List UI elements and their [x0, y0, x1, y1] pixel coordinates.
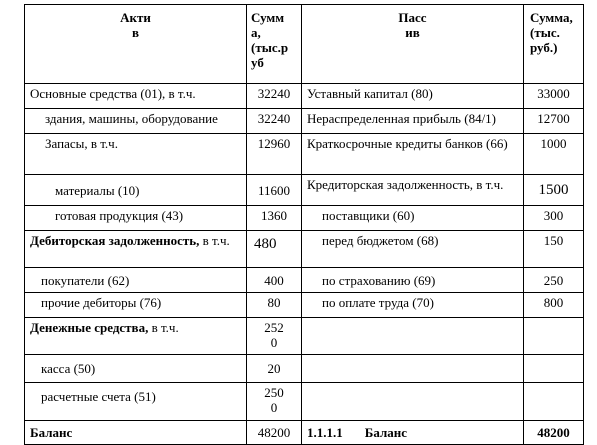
- header-summa-left-line4: уб: [251, 55, 264, 70]
- header-summa-left-line1: Сумм: [251, 10, 285, 25]
- liability-sum-cell: 12700: [524, 109, 584, 134]
- balance-sheet-table: [24, 4, 584, 445]
- table-row: [25, 231, 584, 268]
- asset-name-cell: готовая продукция (43): [25, 206, 247, 231]
- header-summa-right-line3: руб.): [530, 40, 558, 55]
- asset-name-cell: материалы (10): [25, 175, 247, 206]
- liability-name-cell: [302, 318, 524, 355]
- asset-sum-cell: 20: [247, 355, 302, 383]
- asset-sum-cell: 32240: [247, 84, 302, 109]
- asset-name-cell: касса (50): [25, 355, 247, 383]
- header-summa-left-line2: а,: [251, 25, 261, 40]
- header-summa-right-line2: (тыс.: [530, 25, 560, 40]
- header-summa-left-line3: (тыс.р: [251, 40, 289, 55]
- asset-sum-cell: 32240: [247, 109, 302, 134]
- asset-name-cell: здания, машины, оборудование: [25, 109, 247, 134]
- liability-name-cell: Кредиторская задолженность, в т.ч.: [302, 175, 524, 206]
- liability-name-cell: поставщики (60): [302, 206, 524, 231]
- liability-total-sum: 48200: [524, 421, 584, 445]
- asset-sum-cell: 400: [247, 268, 302, 293]
- asset-total-label: Баланс: [25, 421, 247, 445]
- liability-sum-cell: [524, 355, 584, 383]
- header-passiv: [302, 5, 524, 84]
- header-row: [25, 5, 584, 84]
- header-passiv-line1: Пасс: [398, 10, 427, 25]
- header-aktiv: [25, 5, 247, 84]
- liability-name-cell: перед бюджетом (68): [302, 231, 524, 268]
- liability-total-label: Баланс: [364, 425, 408, 440]
- asset-name-cell: покупатели (62): [25, 268, 247, 293]
- asset-name-cell: расчетные счета (51): [25, 383, 247, 421]
- balance-row: [25, 421, 584, 445]
- asset-sum-cell: 12960: [247, 134, 302, 175]
- liability-total-label-cell: [302, 421, 524, 445]
- header-passiv-line2: ив: [405, 25, 420, 40]
- asset-sum-line2: 0: [270, 400, 278, 415]
- table-row: [25, 134, 584, 175]
- table-row: [25, 355, 584, 383]
- table-row: [25, 109, 584, 134]
- asset-sum-line1: 250: [264, 385, 284, 400]
- liability-sum-cell: 800: [524, 293, 584, 318]
- liability-name-cell: по оплате труда (70): [302, 293, 524, 318]
- liability-name-cell: Уставный капитал (80): [302, 84, 524, 109]
- table-row: [25, 268, 584, 293]
- asset-sum-cell: [247, 318, 302, 355]
- asset-name-cell: Запасы, в т.ч.: [25, 134, 247, 175]
- liability-name-cell: [302, 383, 524, 421]
- asset-sum-cell: [247, 383, 302, 421]
- liability-name-cell: Нераспределенная прибыль (84/1): [302, 109, 524, 134]
- liability-sum-cell: 300: [524, 206, 584, 231]
- asset-sum-line2: 0: [270, 335, 278, 350]
- asset-name-cell: [25, 318, 247, 355]
- asset-name-rest: в т.ч.: [199, 233, 230, 248]
- liability-sum-cell: 33000: [524, 84, 584, 109]
- liability-sum-cell: [524, 318, 584, 355]
- table-row: [25, 84, 584, 109]
- asset-sum-line1: 252: [264, 320, 284, 335]
- liability-sum-cell: 1500: [524, 175, 584, 206]
- asset-sum-cell: 80: [247, 293, 302, 318]
- table-row: [25, 206, 584, 231]
- liability-name-cell: Краткосрочные кредиты банков (66): [302, 134, 524, 175]
- liability-sum-cell: [524, 383, 584, 421]
- liability-name-cell: по страхованию (69): [302, 268, 524, 293]
- table-row: [25, 175, 584, 206]
- asset-sum-cell: 480: [247, 231, 302, 268]
- header-aktiv-line1: Акти: [120, 10, 151, 25]
- asset-name-bold: Денежные средства,: [30, 320, 149, 335]
- table-row: [25, 318, 584, 355]
- table-row: [25, 383, 584, 421]
- header-summa-left: [247, 5, 302, 84]
- header-summa-right: [524, 5, 584, 84]
- asset-total-sum: 48200: [247, 421, 302, 445]
- asset-name-cell: Основные средства (01), в т.ч.: [25, 84, 247, 109]
- table-row: [25, 293, 584, 318]
- header-aktiv-line2: в: [131, 25, 140, 40]
- liability-sum-cell: 150: [524, 231, 584, 268]
- liability-total-number: 1.1.1.1: [307, 425, 343, 440]
- liability-sum-cell: 250: [524, 268, 584, 293]
- asset-name-rest: в т.ч.: [148, 320, 179, 335]
- header-summa-right-line1: Сумма,: [530, 10, 573, 25]
- asset-name-cell: прочие дебиторы (76): [25, 293, 247, 318]
- liability-name-cell: [302, 355, 524, 383]
- asset-sum-cell: 1360: [247, 206, 302, 231]
- liability-sum-cell: 1000: [524, 134, 584, 175]
- asset-name-bold: Дебиторская задолженность,: [30, 233, 200, 248]
- asset-name-cell: [25, 231, 247, 268]
- asset-sum-cell: 11600: [247, 175, 302, 206]
